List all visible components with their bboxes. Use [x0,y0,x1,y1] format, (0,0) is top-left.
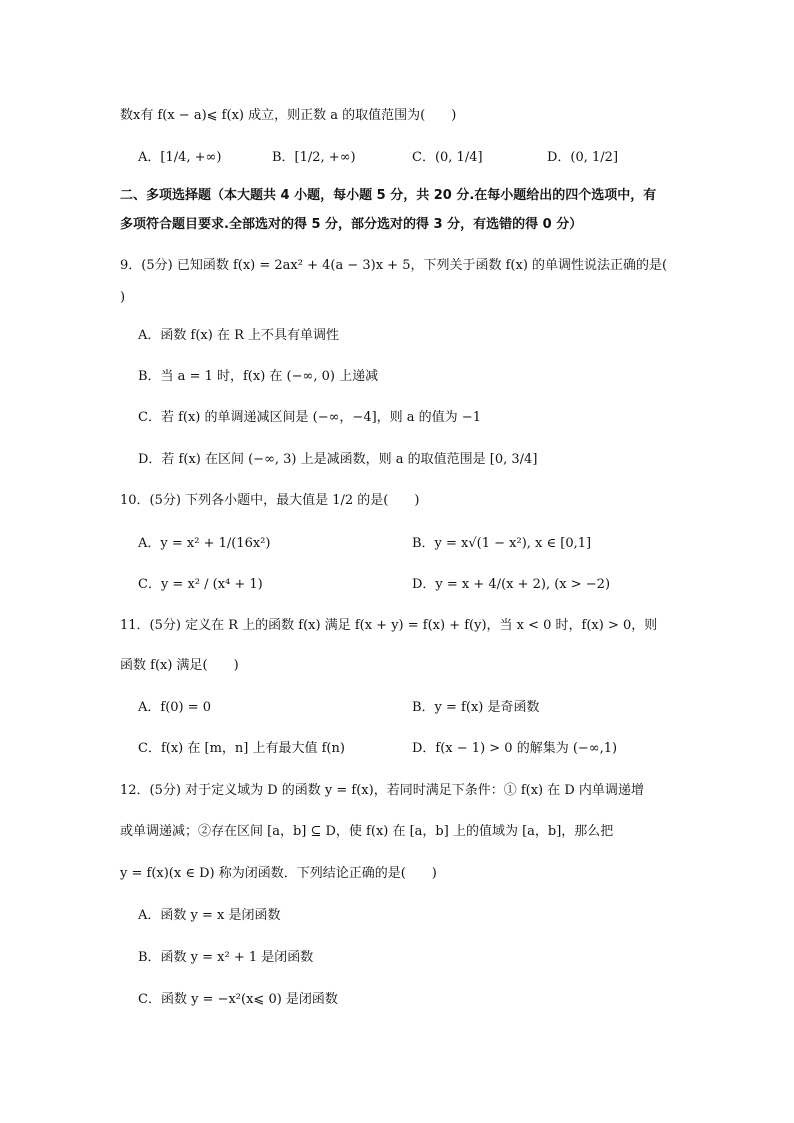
q10-option-b: B．y = x√(1 − x²), x ∈ [0,1] [412,536,592,551]
q9-stem-line2: ) [120,290,126,305]
q11-option-d: D．f(x − 1) > 0 的解集为 (−∞,1) [412,741,618,756]
q12-stem-line3: y = f(x)(x ∈ D) 称为闭函数．下列结论正确的是( ) [120,866,437,881]
q9-option-a: A．函数 f(x) 在 R 上不具有单调性 [138,328,339,343]
q8-continuation-text: 数x有 f(x − a)⩽ f(x) 成立，则正数 a 的取值范围为( ) [120,108,457,123]
q11-option-a: A．f(0) = 0 [138,700,212,715]
q12-option-c: C．函数 y = −x²(x⩽ 0) 是闭函数 [138,992,338,1007]
q9-option-d: D．若 f(x) 在区间 (−∞, 3) 上是减函数，则 a 的取值范围是 [0, 3/4] [138,452,538,467]
section2-heading-line2: 多项符合题目要求.全部选对的得 5 分，部分选对的得 3 分，有选错的得 0 分） [120,217,583,232]
q10-option-c: C．y = x² / (x⁴ + 1) [138,577,263,592]
q12-stem-line2: 或单调递减；②存在区间 [a，b] ⊆ D，使 f(x) 在 [a，b] 上的值域为 [a，b]，那么把 [120,824,614,839]
q11-stem-line2: 函数 f(x) 满足( ) [120,658,239,673]
q9-stem-line1: 9．(5分) 已知函数 f(x) = 2ax² + 4(a − 3)x + 5，下列关于函数 f(x) 的单调性说法正确的是( [120,258,668,273]
q12-stem-line1: 12．(5分) 对于定义域为 D 的函数 y = f(x)，若同时满足下条件：① f(x) 在 D 内单调递增 [120,783,644,798]
q9-option-c: C．若 f(x) 的单调递减区间是 (−∞，−4]，则 a 的值为 −1 [138,410,481,425]
q10-stem: 10．(5分) 下列各小题中，最大值是 1/2 的是( ) [120,493,420,508]
q10-option-a: A．y = x² + 1/(16x²) [138,536,271,551]
q10-option-d: D．y = x + 4/(x + 2), (x > −2) [412,577,611,592]
q8-option-b: B．[1/2, +∞) [272,150,356,165]
q8-option-d: D．(0, 1/2] [547,150,619,165]
q11-option-c: C．f(x) 在 [m，n] 上有最大值 f(n) [138,741,345,756]
q11-option-b: B．y = f(x) 是奇函数 [412,700,540,715]
q8-option-a: A．[1/4, +∞) [138,150,222,165]
q11-stem-line1: 11．(5分) 定义在 R 上的函数 f(x) 满足 f(x + y) = f(x) + f(y)，当 x < 0 时，f(x) > 0，则 [120,618,658,633]
section2-heading-line1: 二、多项选择题（本大题共 4 小题，每小题 5 分，共 20 分.在每小题给出的四个选项中，有 [120,188,657,203]
q9-option-b: B．当 a = 1 时，f(x) 在 (−∞, 0) 上递减 [138,369,379,384]
q12-option-b: B．函数 y = x² + 1 是闭函数 [138,950,314,965]
q12-option-a: A．函数 y = x 是闭函数 [138,908,281,923]
q8-option-c: C．(0, 1/4] [412,150,483,165]
